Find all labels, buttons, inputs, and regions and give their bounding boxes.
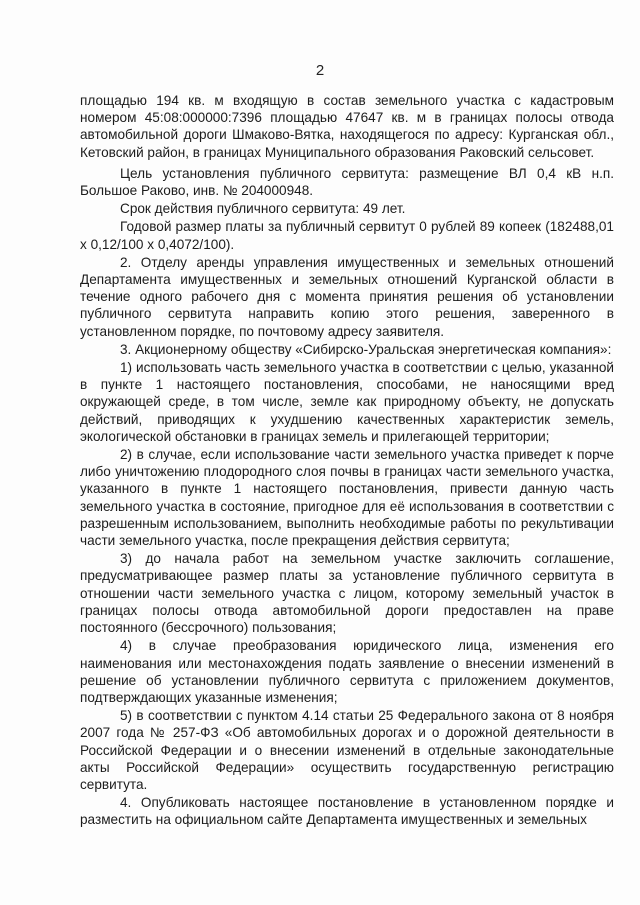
paragraph-item-4: 4. Опубликовать настоящее постановление в установленном порядке и разместить на официальном сайте Департамента имущественных и земельных <box>80 795 614 828</box>
paragraph-plot-area: площадью 194 кв. м входящую в состав земельного участка с кадастровым номером 45:08:000000:7396 площадью 47647 кв. м в границах полосы отвода автомобильной дороги Шмаково-Вятка, находящегося по адресу: Курганская обл., Кетовский район, в границах Муниципального образования Раковский сельсовет. <box>80 93 614 160</box>
paragraph-servitude-purpose: Цель установления публичного сервитута: размещение ВЛ 0,4 кВ н.п. Большое Раково, инв. № 204000948. <box>80 165 614 199</box>
paragraph-subitem-5: 5) в соответствии с пунктом 4.14 статьи 25 Федерального закона от 8 ноября 2007 года № 257-ФЗ «Об автомобильных дорогах и о дорожной деятельности в Российской Федерации и о внесении изменений в отдельные законодательные акты Российской Федерации» осуществить государственную регистрацию сервитута. <box>80 708 614 792</box>
paragraph-subitem-2: 2) в случае, если использование части земельного участка приведет к порче либо уничтожению плодородного слоя почвы в границах части земельного участка, указанного в пункте 1 настоящего постановления, привести данную часть земельного участка в состояние, пригодное для её использования в соответствии с разрешенным использованием, выполнить необходимые работы по рекультивации части земельного участка, после прекращения действия сервитута; <box>80 447 614 549</box>
paragraph-subitem-3: 3) до начала работ на земельном участке заключить соглашение, предусматривающее размер платы за установление публичного сервитута в отношении части земельного участка с лицом, которому земельный участок в границах полосы отвода автомобильной дороги предоставлен на праве постоянного (бессрочного) пользования; <box>80 551 614 636</box>
paragraph-servitude-term: Срок действия публичного сервитута: 49 лет. <box>120 201 406 217</box>
paragraph-annual-fee: Годовой размер платы за публичный сервитут 0 рублей 89 копеек (182488,01 х 0,12/100 х 0,4072/100). <box>80 219 614 252</box>
paragraph-item-2: 2. Отделу аренды управления имущественных и земельных отношений Департамента имущественных и земельных отношений Курганской области в течение одного рабочего дня с момента принятия решения об установлении публичного сервитута направить копию этого решения, заверенного в установленном порядке, по почтовому адресу заявителя. <box>80 254 614 339</box>
document-body <box>80 92 614 830</box>
paragraph-subitem-1: 1) использовать часть земельного участка в соответствии с целью, указанной в пункте 1 настоящего постановления, способами, не наносящими вред окружающей среде, в том числе, земле как природному объекту, не допускать действий, приводящих к ухудшению качественных характеристик земель, экологической обстановки в границах земель и прилегающей территории; <box>80 360 614 444</box>
paragraph-item-3: 3. Акционерному обществу «Сибирско-Уральская энергетическая компания»: <box>120 341 612 357</box>
page-number: 2 <box>315 62 325 79</box>
paragraph-subitem-4: 4) в случае преобразования юридического лица, изменения его наименования или местонахождения подать заявление о внесении изменений в решение об установлении публичного сервитута с приложением документов, подтверждающих указанные изменения; <box>80 638 614 705</box>
